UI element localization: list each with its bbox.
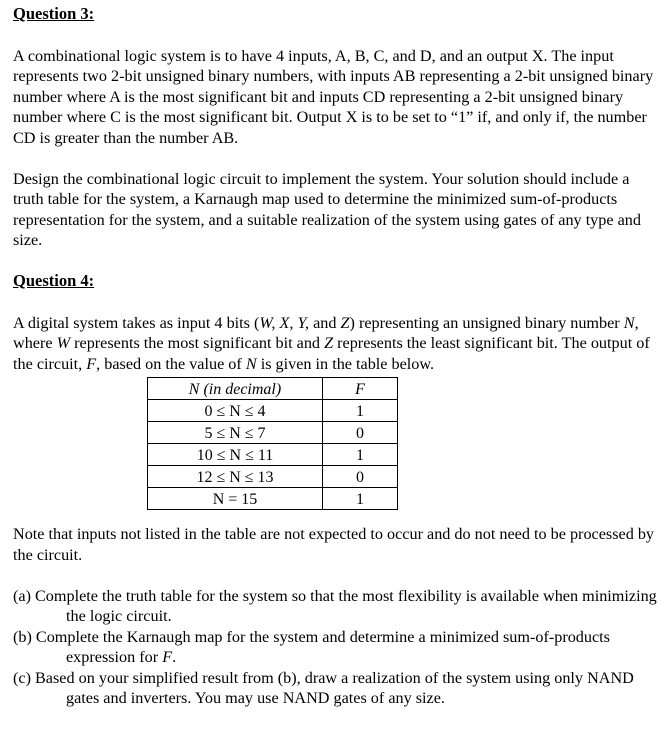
part-c: (c) Based on your simplified result from (b), draw a realization of the system using only NAND gates and inverters. You may use NAND gates of any size.	[13, 668, 634, 708]
intro-text: represents the least significant bit. The output of the circuit,	[13, 334, 650, 373]
table-cell-f: 0	[323, 466, 398, 488]
intro-text: ) representing an unsigned binary number	[349, 313, 624, 332]
intro-text: A digital system takes as input 4 bits (	[13, 313, 260, 332]
question-3-paragraph-2: Design the combinational logic circuit to implement the system. Your solution should include a truth table for the system, a Karnaugh map used to determine the minimized sum-of-products representation for the system, and a suitable realization of the system using gates of any type and size.	[13, 169, 641, 250]
question-4-note: Note that inputs not listed in the table are not expected to occur and do not need to be processed by the circuit.	[13, 525, 655, 564]
table-cell-n: 5 ≤ N ≤ 7	[148, 422, 323, 444]
intro-var: Z	[340, 313, 350, 332]
intro-text: and	[309, 313, 341, 332]
table-row	[148, 422, 398, 444]
table-cell-n: 0 ≤ N ≤ 4	[148, 400, 323, 422]
intro-text: , where	[13, 313, 639, 353]
table-row	[148, 488, 398, 510]
intro-var: W	[56, 334, 71, 353]
table-cell-f: 1	[323, 400, 398, 422]
question-4-heading: Question 4:	[13, 270, 95, 290]
intro-text: represents the most significant bit and	[70, 334, 325, 353]
intro-text: is given in the table below.	[256, 354, 435, 373]
table-cell-n: 12 ≤ N ≤ 13	[148, 466, 323, 488]
intro-var: W, X, Y,	[259, 313, 310, 332]
intro-var: N	[245, 354, 257, 373]
question-3-paragraph-1: A combinational logic system is to have 4 inputs, A, B, C, and D, and an output X. The input represents two 2-bit unsigned binary numbers, with inputs AB representing a 2-bit unsigned binary number where A is the most significant bit and inputs CD representing a 2-bit unsigned binary number where C is the most significant bit. Output X is to be set to “1” if, and only if, the number CD is greater than the number AB.	[13, 46, 654, 147]
part-b	[13, 627, 661, 668]
table-cell-n: N = 15	[148, 488, 323, 510]
part-b-text: (b) Complete the Karnaugh map for the system and determine a minimized sum-of-products expression for	[13, 627, 610, 667]
part-a: (a) Complete the truth table for the system so that the most flexibility is available when minimizing the logic circuit.	[13, 586, 657, 626]
intro-var: Z	[324, 334, 334, 353]
document-page	[13, 4, 661, 709]
part-b-text: .	[172, 648, 177, 667]
table-cell-f: 0	[323, 422, 398, 444]
intro-text: , based on the value of	[96, 354, 246, 373]
table-header-row	[148, 378, 398, 400]
table-row	[148, 466, 398, 488]
table-cell-n: 10 ≤ N ≤ 11	[148, 444, 323, 466]
n-to-f-table	[147, 377, 398, 510]
question-4-intro	[13, 313, 661, 375]
intro-var: N	[623, 313, 635, 332]
table-row	[148, 444, 398, 466]
intro-var: F	[86, 354, 97, 373]
table-cell-f: 1	[323, 488, 398, 510]
table-cell-f: 1	[323, 444, 398, 466]
table-header-cell: N (in decimal)	[148, 378, 323, 400]
table-row	[148, 400, 398, 422]
part-b-var: F	[162, 648, 173, 667]
question-3-heading: Question 3:	[13, 4, 95, 23]
table-header-cell: F	[323, 378, 398, 400]
